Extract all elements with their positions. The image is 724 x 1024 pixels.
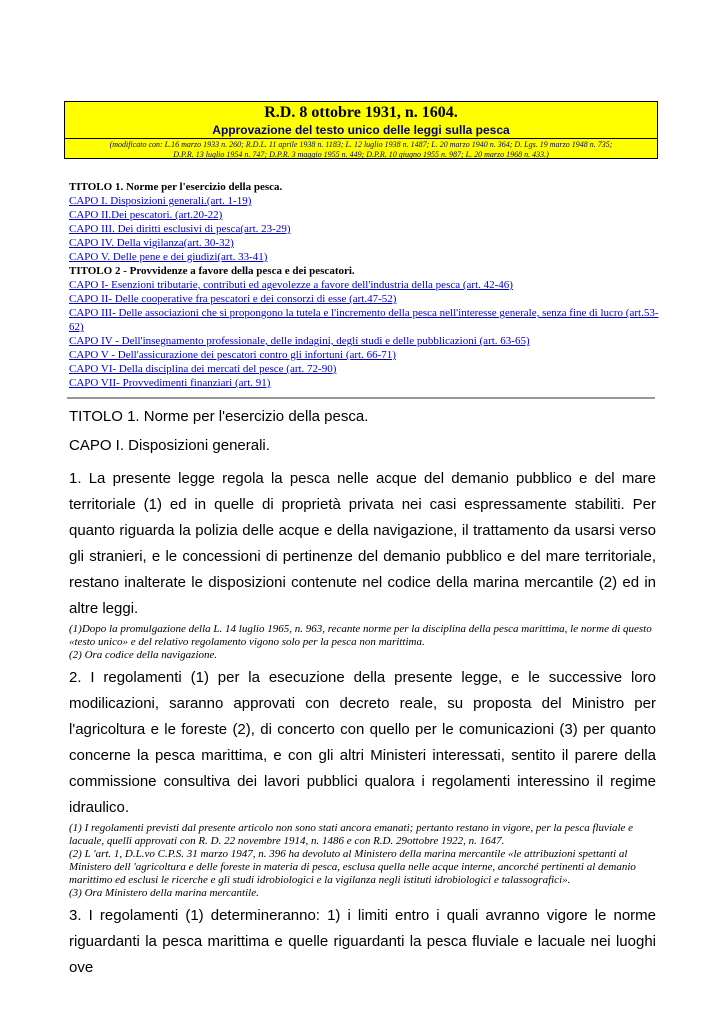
article-2: 2. I regolamenti (1) per la esecuzione della presente legge, e le successive loro modilicazioni, saranno approvati con decreto reale, su proposta del Ministro per l'agricoltura e le foreste (2), di concerto con quello per le comunicazioni (3) per quanto concerne la pesca marittima, e con gli altri Ministeri interessati, sentito il parere della commissione consultiva dei lavori pubblici qualora i regolamenti interessino il regime idraulico. (69, 669, 656, 816)
section-divider (67, 397, 655, 399)
document-subtitle: Approvazione del testo unico delle leggi sulla pesca (65, 123, 657, 139)
modification-note-line: D.P.R. 13 luglio 1954 n. 747; D.P.R. 3 maggio 1955 n. 449; D.P.R. 10 giugno 1955 n. 987; L. 20 marzo 1968 n. 433.) (173, 150, 549, 159)
toc-link-t1-capo-4[interactable]: CAPO IV. Della vigilanza(art. 30-32) (69, 237, 234, 249)
toc-link-t1-capo-3[interactable]: CAPO III. Dei diritti esclusivi di pesca(art. 23-29) (69, 223, 291, 235)
document-header (64, 101, 658, 159)
toc-link-t2-capo-7[interactable]: CAPO VII- Provvedimenti finanziari (art. 91) (69, 377, 271, 389)
footnote: (2) L 'art. 1, D.L.vo C.P.S. 31 marzo 1947, n. 396 ha devoluto al Ministero della marina mercantile «le attribuzioni spettanti al Ministero dell 'agricoltura e delle foreste in materia di pesca, esclusa quella nelle acque interne, ancorché pertinenti al demanio marittimo ed esclusi le ricerche e gli studi idrobiologici e la vigilanza negli istituti idrobiologici e talassografici». (69, 848, 636, 886)
modification-note-line: (modificato con: L.16 marzo 1933 n. 260; R.D.L. 11 aprile 1938 n. 1183; L. 12 luglio 1938 n. 1487; L. 20 marzo 1940 n. 364; D. Lgs. 19 marzo 1948 n. 735; (109, 140, 613, 149)
section-heading-titolo: TITOLO 1. Norme per l'esercizio della pesca. (69, 408, 369, 425)
footnote: (3) Ora Ministero della marina mercantile. (69, 887, 259, 899)
footnote: (1) I regolamenti previsti dal presente articolo non sono stati ancora emanati; pertanto restano in vigore, per la pesca fluviale e lacuale, quelli approvati con R. D. 22 novembre 1914, n. 1486 e con R.D. 29ottobre 1922, n. 1647. (69, 822, 634, 847)
toc-link-t2-capo-6[interactable]: CAPO VI- Della disciplina dei mercati del pesce (art. 72-90) (69, 363, 337, 375)
toc-link-t2-capo-2[interactable]: CAPO II- Delle cooperative fra pescatori e dei consorzi di esse (art.47-52) (69, 293, 397, 305)
toc-titolo-2: TITOLO 2 - Provvidenze a favore della pesca e dei pescatori. (69, 265, 355, 277)
toc-link-t1-capo-5[interactable]: CAPO V. Delle pene e dei giudizi(art. 33-41) (69, 251, 268, 263)
toc-link-t2-capo-3[interactable]: CAPO III- Delle associazioni che si propongono la tutela e l'incremento della pesca nell'interesse generale, senza fine di lucro (art.53-62) (69, 307, 659, 333)
footnote: (1)Dopo la promulgazione della L. 14 luglio 1965, n. 963, recante norme per la disciplina della pesca marittima, le norme di questo «testo unico» e del relativo regolamento vigono solo per la pesca non marittima. (69, 623, 652, 648)
modification-note (65, 139, 657, 160)
toc-link-t1-capo-1[interactable]: CAPO I. Disposizioni generali.(art. 1-19) (69, 195, 252, 207)
article-1: 1. La presente legge regola la pesca nelle acque del demanio pubblico e del mare territoriale (1) ed in quelle di proprietà privata nei casi espressamente stabiliti. Per quanto riguarda la polizia delle acque e della navigazione, il trattamento da usarsi verso gli stranieri, e le concessioni di pertinenze del demanio pubblico e del mare territoriale, restano inalterate le disposizioni contenute nel codice della marina mercantile (2) ed in altre leggi. (69, 470, 656, 617)
toc-link-t2-capo-1[interactable]: CAPO I- Esenzioni tributarie, contributi ed agevolezze a favore dell'industria della pesca (art. 42-46) (69, 279, 513, 291)
toc-titolo-1: TITOLO 1. Norme per l'esercizio della pesca. (69, 181, 283, 193)
article-3: 3. I regolamenti (1) determineranno: 1) i limiti entro i quali avranno vigore le norme riguardanti la pesca marittima e quelle riguardanti la pesca fluviale e lacuale nei luoghi ove (69, 907, 656, 976)
table-of-contents (69, 180, 659, 390)
document-body (69, 408, 656, 981)
document-title: R.D. 8 ottobre 1931, n. 1604. (264, 104, 458, 121)
toc-link-t2-capo-4[interactable]: CAPO IV - Dell'insegnamento professionale, delle indagini, degli studi e delle pubblicazioni (art. 63-65) (69, 335, 530, 347)
footnote: (2) Ora codice della navigazione. (69, 649, 218, 661)
toc-link-t2-capo-5[interactable]: CAPO V - Dell'assicurazione dei pescatori contro gli infortuni (art. 66-71) (69, 349, 396, 361)
section-heading-capo: CAPO I. Disposizioni generali. (69, 437, 270, 454)
toc-link-t1-capo-2[interactable]: CAPO II.Dei pescatori. (art.20-22) (69, 209, 223, 221)
